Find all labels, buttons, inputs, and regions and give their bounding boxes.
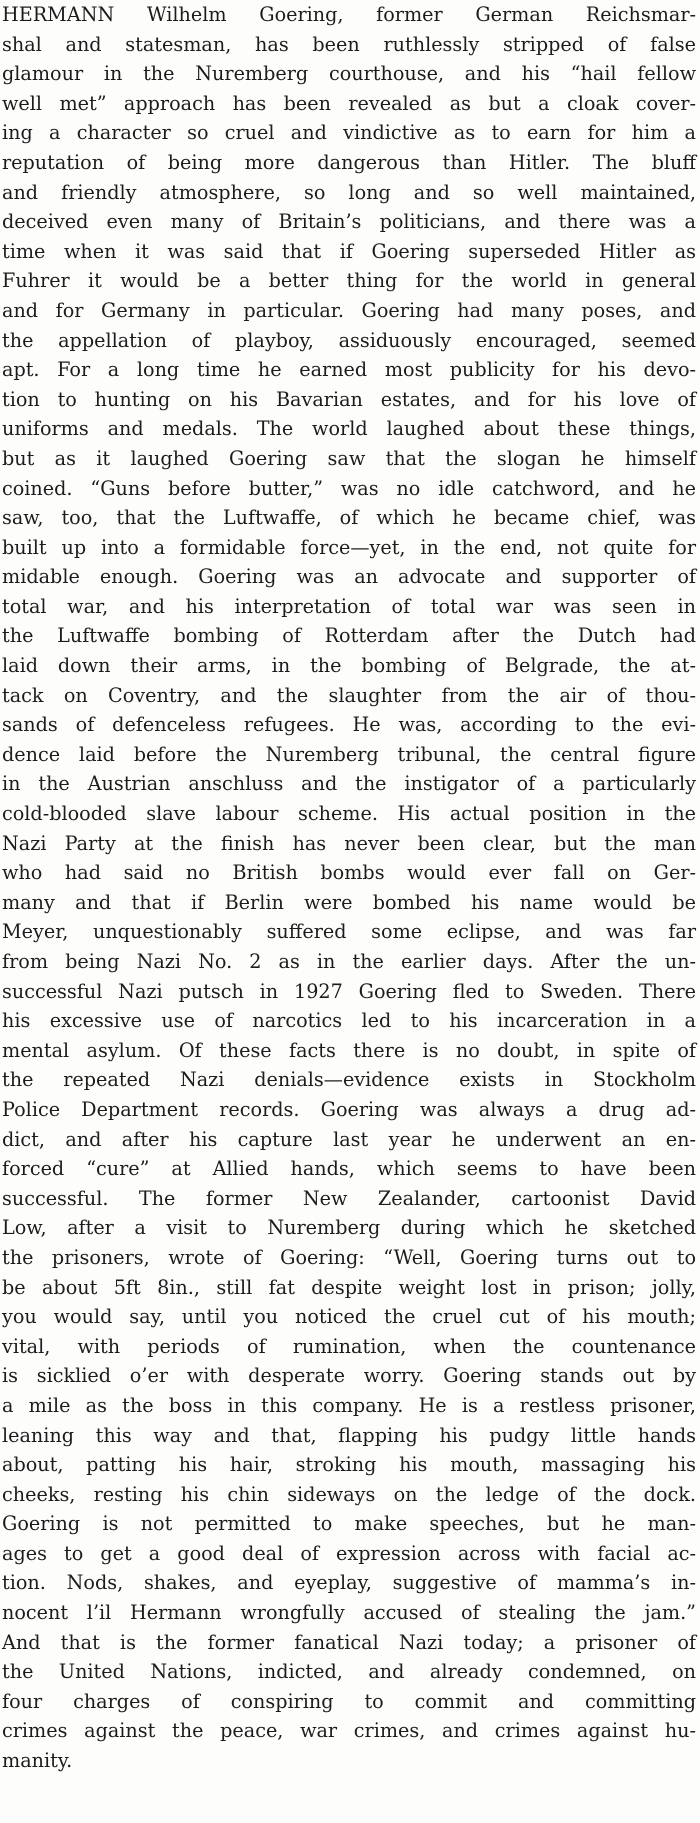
article-text: [2, 0, 696, 1776]
text-line: mental asylum. Of these facts there is no doubt, in spite of: [2, 1038, 696, 1062]
text-line: the prisoners, wrote of Goering: “Well, Goering turns out to: [2, 1245, 696, 1269]
text-line: about, patting his hair, stroking his mouth, massaging his: [2, 1453, 696, 1477]
text-line: in the Austrian anschluss and the instigator of a particularly: [2, 772, 696, 796]
text-line: the repeated Nazi denials—evidence exists in Stockholm: [2, 1068, 696, 1092]
text-line: and for Germany in particular. Goering had many poses, and: [2, 298, 696, 322]
text-line: cold-blooded slave labour scheme. His actual position in the: [2, 802, 696, 826]
text-line: the appellation of playboy, assiduously encouraged, seemed: [2, 328, 696, 352]
text-line: reputation of being more dangerous than Hitler. The bluff: [2, 150, 696, 174]
text-line: dence laid before the Nuremberg tribunal, the central figure: [2, 742, 696, 766]
text-line: from being Nazi No. 2 as in the earlier days. After the un-: [2, 950, 696, 973]
text-line: glamour in the Nuremberg courthouse, and his “hail fellow: [2, 62, 696, 86]
text-line: Meyer, unquestionably suffered some eclipse, and was far: [2, 920, 696, 944]
text-line: successful Nazi putsch in 1927 Goering fled to Sweden. There: [2, 979, 696, 1003]
text-line: is sicklied o’er with desperate worry. Goering stands out by: [2, 1364, 696, 1388]
text-line: dict, and after his capture last year he underwent an en-: [2, 1127, 696, 1151]
text-line: deceived even many of Britain’s politicians, and there was a: [2, 210, 696, 234]
text-line: leaning this way and that, flapping his pudgy little hands: [2, 1423, 696, 1447]
text-line: Fuhrer it would be a better thing for the world in general: [2, 269, 696, 293]
text-line: vital, with periods of rumination, when the countenance: [2, 1334, 696, 1358]
text-line: Nazi Party at the finish has never been clear, but the man: [2, 831, 696, 855]
text-line: built up into a formidable force—yet, in the end, not quite for: [2, 535, 696, 559]
text-line: and friendly atmosphere, so long and so well maintained,: [2, 180, 696, 204]
text-line: time when it was said that if Goering superseded Hitler as: [2, 239, 696, 263]
text-line: tack on Coventry, and the slaughter from the air of thou-: [2, 683, 696, 707]
text-line: the United Nations, indicted, and already condemned, on: [2, 1660, 696, 1684]
text-line: a mile as the boss in this company. He is a restless prisoner,: [2, 1393, 696, 1417]
text-line: well met” approach has been revealed as but a cloak cover-: [2, 91, 696, 115]
text-line: successful. The former New Zealander, cartoonist David: [2, 1186, 696, 1210]
text-line: manity.: [2, 1749, 73, 1773]
text-line: his excessive use of narcotics led to his incarceration in a: [2, 1009, 696, 1033]
text-line: saw, too, that the Luftwaffe, of which he became chief, was: [2, 506, 696, 530]
text-line: many and that if Berlin were bombed his name would be: [2, 890, 696, 914]
text-line: be about 5ft 8in., still fat despite weight lost in prison; jolly,: [2, 1275, 696, 1299]
text-line: who had said no British bombs would ever fall on Ger-: [2, 861, 696, 885]
text-line: four charges of conspiring to commit and committing: [2, 1689, 696, 1713]
text-line: And that is the former fanatical Nazi today; a prisoner of: [2, 1630, 696, 1654]
text-line: ing a character so cruel and vindictive as to earn for him a: [2, 121, 696, 145]
text-line: the Luftwaffe bombing of Rotterdam after the Dutch had: [2, 624, 696, 648]
text-line: total war, and his interpretation of total war was seen in: [2, 594, 696, 618]
text-line: laid down their arms, in the bombing of Belgrade, the at-: [2, 654, 696, 678]
text-line: sands of defenceless refugees. He was, according to the evi-: [2, 713, 696, 737]
text-line: forced “cure” at Allied hands, which seems to have been: [2, 1157, 696, 1181]
text-line: uniforms and medals. The world laughed about these things,: [2, 417, 696, 441]
text-line: shal and statesman, has been ruthlessly stripped of false: [2, 32, 696, 56]
text-line: Low, after a visit to Nuremberg during which he sketched: [2, 1216, 696, 1240]
text-line: cheeks, resting his chin sideways on the ledge of the dock.: [2, 1482, 696, 1506]
text-line: midable enough. Goering was an advocate and supporter of: [2, 565, 696, 589]
text-line: nocent l’il Hermann wrongfully accused of stealing the jam.”: [2, 1601, 696, 1625]
text-line: ages to get a good deal of expression across with facial ac-: [2, 1541, 696, 1565]
text-line: HERMANN Wilhelm Goering, former German Reichsmar-: [2, 3, 696, 26]
text-line: Police Department records. Goering was always a drug ad-: [2, 1097, 696, 1121]
text-line: tion. Nods, shakes, and eyeplay, suggestive of mamma’s in-: [2, 1571, 696, 1595]
text-line: coined. “Guns before butter,” was no idle catchword, and he: [2, 476, 696, 500]
text-line: you would say, until you noticed the cruel cut of his mouth;: [2, 1305, 696, 1329]
text-line: but as it laughed Goering saw that the slogan he himself: [2, 446, 696, 470]
text-line: tion to hunting on his Bavarian estates, and for his love of: [2, 387, 696, 411]
text-line: crimes against the peace, war crimes, and crimes against hu-: [2, 1719, 696, 1743]
text-line: apt. For a long time he earned most publicity for his devo-: [2, 358, 696, 382]
text-line: Goering is not permitted to make speeches, but he man-: [2, 1512, 696, 1536]
